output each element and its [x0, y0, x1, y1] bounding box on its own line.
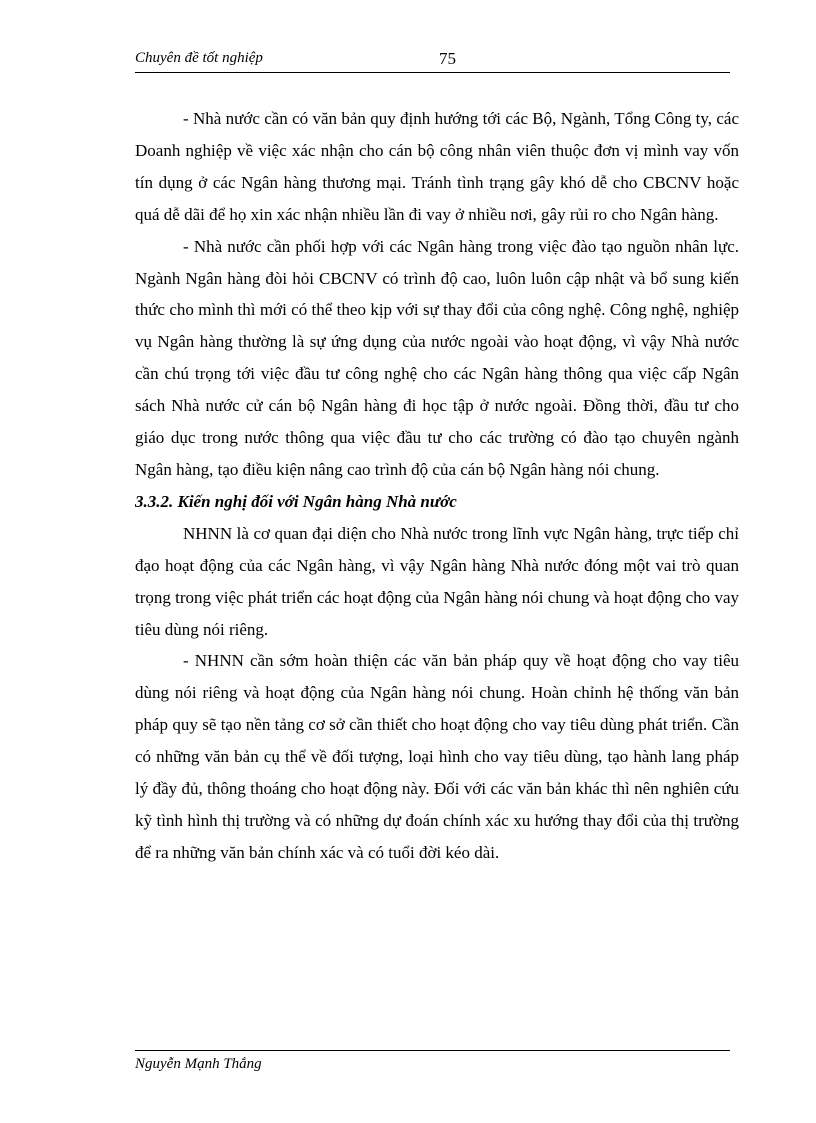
paragraph: - Nhà nước cần phối hợp với các Ngân hàng trong việc đào tạo nguồn nhân lực. Ngành Ngân hàng đòi hỏi CBCNV có trình độ cao, luôn luôn cập nhật và bổ sung kiến thức cho mình thì mới có thể theo kịp với sự thay đổi của công nghệ. Công nghệ, nghiệp vụ Ngân hàng thường là sự ứng dụng của nước ngoài vào hoạt động, vì vậy Nhà nước cần chú trọng tới việc đầu tư công nghệ cho các Ngân hàng thông qua việc cấp Ngân sách Nhà nước cử cán bộ Ngân hàng đi học tập ở nước ngoài. Đồng thời, đầu tư cho giáo dục trong nước thông qua việc đầu tư cho các trường có đào tạo chuyên ngành Ngân hàng, tạo điều kiện nâng cao trình độ của cán bộ Ngân hàng nói chung. — [135, 236, 739, 479]
paragraph: NHNN là cơ quan đại diện cho Nhà nước trong lĩnh vực Ngân hàng, trực tiếp chỉ đạo hoạt động của các Ngân hàng, vì vậy Ngân hàng Nhà nước đóng một vai trò quan trọng trong việc phát triển các hoạt động của Ngân hàng nói chung và hoạt động cho vay tiêu dùng nói riêng. — [135, 523, 739, 639]
section-heading: 3.3.2. Kiến nghị đối với Ngân hàng Nhà nước — [135, 491, 457, 511]
footer-author: Nguyễn Mạnh Thắng — [135, 1056, 262, 1072]
running-header — [135, 46, 730, 72]
body-text — [135, 103, 739, 869]
footer-rule — [135, 1050, 730, 1051]
paragraph: - NHNN cần sớm hoàn thiện các văn bản pháp quy về hoạt động cho vay tiêu dùng nói riêng và hoạt động của Ngân hàng nói chung. Hoàn chỉnh hệ thống văn bản pháp quy sẽ tạo nền tảng cơ sở cần thiết cho hoạt động cho vay tiêu dùng phát triển. Cần có những văn bản cụ thể về đối tượng, loại hình cho vay tiêu dùng, tạo hành lang pháp lý đầy đủ, thông thoáng cho hoạt động này. Đối với các văn bản khác thì nên nghiên cứu kỹ tình hình thị trường và có những dự đoán chính xác xu hướng thay đổi của thị trường để ra những văn bản chính xác và có tuổi đời kéo dài. — [135, 651, 739, 862]
paragraph: - Nhà nước cần có văn bản quy định hướng tới các Bộ, Ngành, Tổng Công ty, các Doanh nghiệp về việc xác nhận cho cán bộ công nhân viên thuộc đơn vị mình vay vốn tín dụng ở các Ngân hàng thương mại. Tránh tình trạng gây khó dễ cho CBCNV hoặc quá dễ dãi để họ xin xác nhận nhiều lần đi vay ở nhiều nơi, gây rủi ro cho Ngân hàng. — [135, 109, 739, 224]
page-number: 75 — [439, 49, 456, 68]
header-title: Chuyên đề tốt nghiệp — [135, 50, 263, 66]
header-rule — [135, 72, 730, 73]
